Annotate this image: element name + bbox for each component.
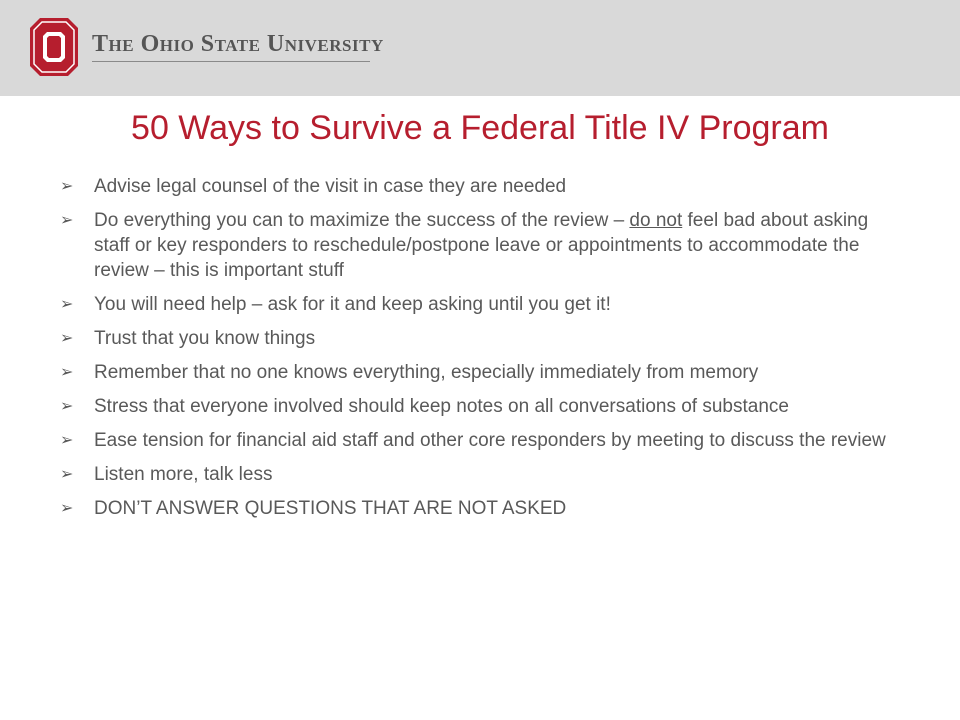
ohio-state-block-o-logo bbox=[30, 18, 78, 76]
bullet-text: Remember that no one knows everything, especially immediately from memory bbox=[94, 362, 759, 383]
arrow-bullet-icon: ➢ bbox=[60, 466, 74, 483]
arrow-bullet-icon: ➢ bbox=[60, 364, 74, 381]
wordmark-underline bbox=[92, 61, 370, 62]
bullet-item bbox=[60, 428, 900, 453]
bullet-text-after: feel bad about asking staff or key responders to reschedule/postpone leave or appointments to accommodate the review – this is important stuff bbox=[94, 210, 869, 281]
arrow-bullet-icon: ➢ bbox=[60, 330, 74, 347]
arrow-bullet-icon: ➢ bbox=[60, 212, 74, 229]
arrow-bullet-icon: ➢ bbox=[60, 296, 74, 313]
bullet-item bbox=[60, 360, 900, 385]
bullet-text: You will need help – ask for it and keep asking until you get it! bbox=[94, 294, 611, 315]
bullet-item bbox=[60, 462, 900, 487]
arrow-bullet-icon: ➢ bbox=[60, 500, 74, 517]
bullet-text: Listen more, talk less bbox=[94, 464, 273, 485]
bullet-text: DON’T ANSWER QUESTIONS THAT ARE NOT ASKED bbox=[94, 498, 567, 519]
bullet-item bbox=[60, 174, 900, 199]
slide-title: 50 Ways to Survive a Federal Title IV Program bbox=[131, 109, 829, 147]
bullet-item bbox=[60, 326, 900, 351]
bullet-text: Trust that you know things bbox=[94, 328, 316, 349]
bullet-text-underlined: do not bbox=[629, 210, 683, 231]
arrow-bullet-icon: ➢ bbox=[60, 398, 74, 415]
bullet-item bbox=[60, 292, 900, 317]
university-wordmark: The Ohio State University bbox=[92, 31, 384, 57]
bullet-text: Stress that everyone involved should keep notes on all conversations of substance bbox=[94, 396, 789, 417]
bullet-item bbox=[60, 394, 900, 419]
bullet-item bbox=[60, 496, 900, 521]
arrow-bullet-icon: ➢ bbox=[60, 178, 74, 195]
bullet-item bbox=[60, 208, 900, 283]
bullet-list bbox=[60, 174, 900, 530]
bullet-text: Ease tension for financial aid staff and other core responders by meeting to discuss the review bbox=[94, 430, 886, 451]
bullet-text-before: Do everything you can to maximize the success of the review – bbox=[94, 210, 630, 231]
arrow-bullet-icon: ➢ bbox=[60, 432, 74, 449]
header-bar bbox=[0, 0, 960, 96]
bullet-text: Advise legal counsel of the visit in case they are needed bbox=[94, 176, 567, 197]
